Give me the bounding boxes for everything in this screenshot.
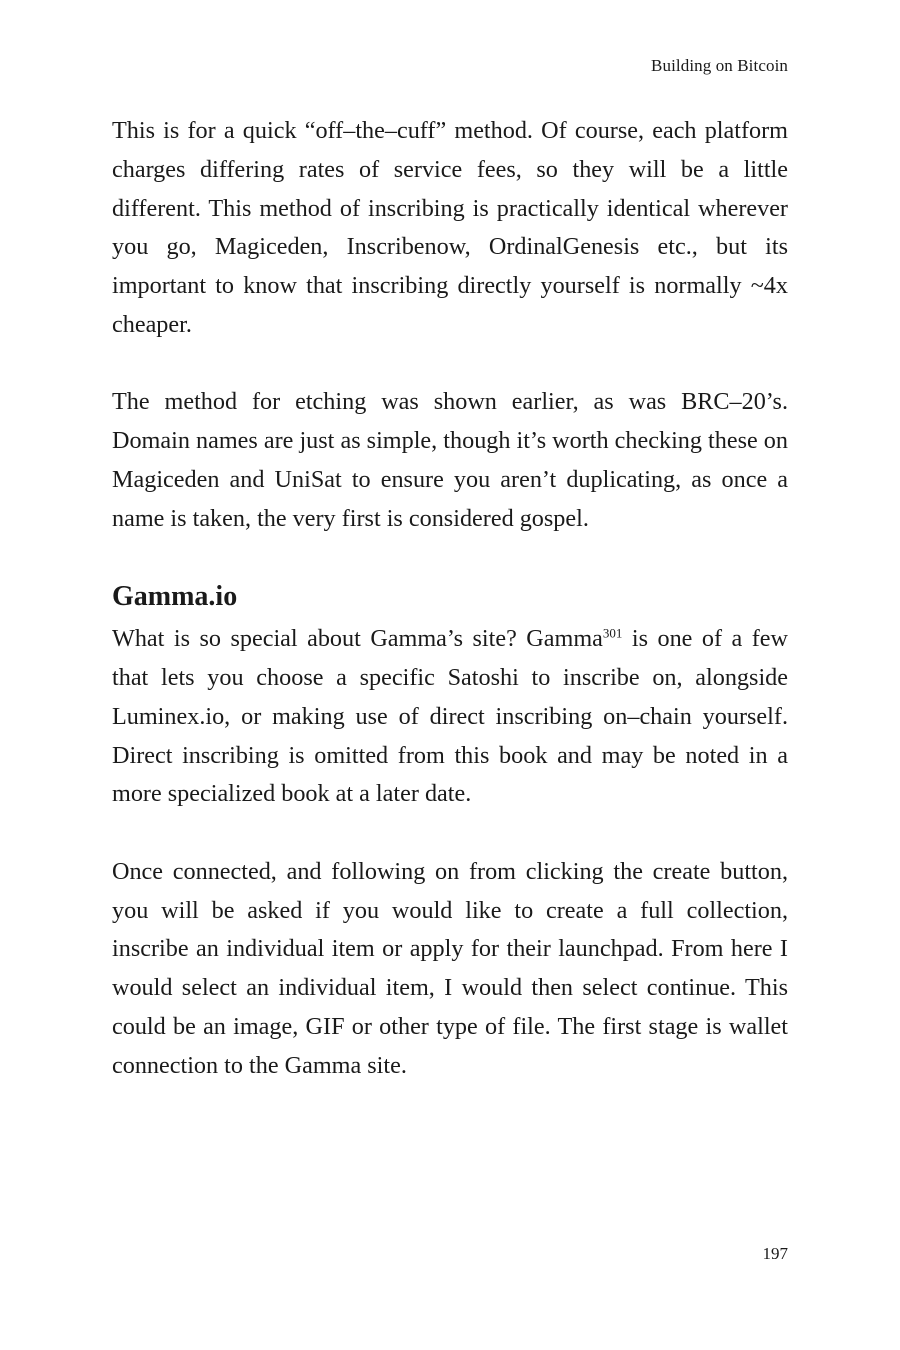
running-header: Building on Bitcoin	[651, 56, 788, 75]
page-number: 197	[762, 1244, 788, 1263]
section-heading-gamma: Gamma.io	[112, 581, 238, 613]
paragraph-quick-method: This is for a quick “off–the–cuff” method. Of course, each platform charges differing rates of service fees, so they will be a little different. This method of inscribing is practically identical wherever you go, Magiceden, Inscribenow, OrdinalGenesis etc., but its important to know that inscribing directly yourself is normally ~4x cheaper.	[112, 117, 788, 338]
paragraph-etching-method: The method for etching was shown earlier, as was BRC–20’s. Domain names are just as simple, though it’s worth checking these on Magiceden and UniSat to ensure you aren’t duplicating, as once a name is taken, the very first is considered gospel.	[112, 388, 788, 532]
footnote-marker[interactable]: 301	[602, 625, 623, 641]
paragraph-gamma-intro-start: What is so special about Gamma’s site? Gamma	[112, 625, 603, 653]
paragraph-create-flow: Once connected, and following on from clicking the create button, you will be asked if you would like to create a full collection, inscribe an individual item or apply for their launchpad. From here I would select an individual item, I would then select continue. This could be an image, GIF or other type of file. The first stage is wallet connection to the Gamma site.	[112, 857, 788, 1079]
paragraph-gamma-intro-end: is one of a few that lets you choose a specific Satoshi to inscribe on, alongside Luminex.io, or making use of direct inscribing on–chain yourself. Direct inscribing is omitted from this book and may be noted in a more specialized book at a later date.	[112, 625, 789, 808]
page-body	[112, 112, 788, 1085]
paragraph-gamma-intro	[112, 620, 788, 814]
